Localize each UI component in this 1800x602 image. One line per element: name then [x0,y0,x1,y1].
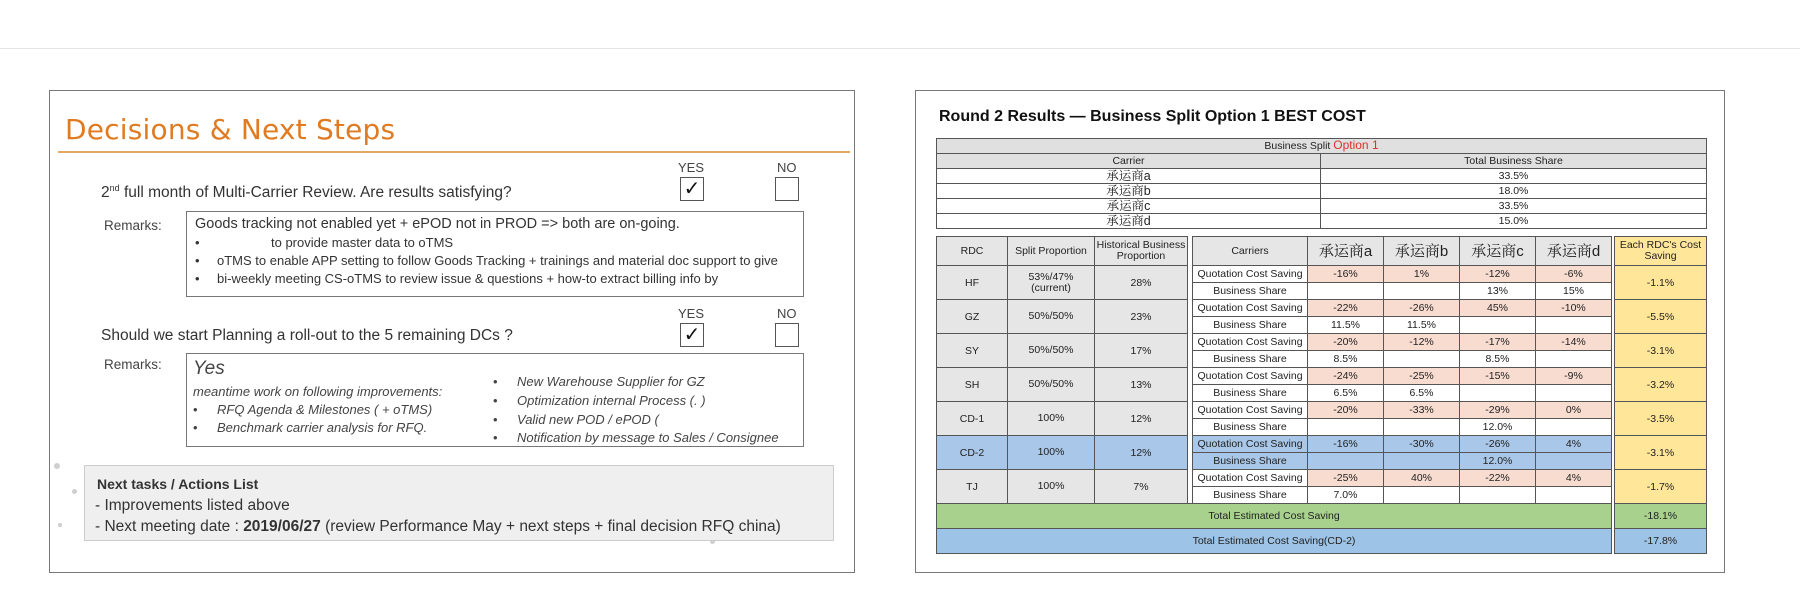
saving-value: 1% [1384,266,1460,283]
share-value: 18.0% [1321,184,1707,199]
historical-proportion: 12% [1095,402,1188,436]
row-label: Business Share [1193,283,1308,300]
saving-value: -16% [1308,436,1384,453]
table-row [937,470,1707,487]
share-value: 8.5% [1460,351,1536,368]
row-label: Business Share [1193,419,1308,436]
total-value: -18.1% [1615,504,1707,529]
q2-yes-checkbox[interactable]: ✓ [680,323,704,347]
q2-bullet: • Valid new POD / ePOD ( [493,412,659,427]
historical-proportion: 17% [1095,334,1188,368]
share-value [1384,453,1460,470]
rdc-code: SH [937,368,1008,402]
saving-value: -29% [1460,402,1536,419]
row-label: Quotation Cost Saving [1193,368,1308,385]
column-header: 承运商c [1460,237,1536,266]
question-2: Should we start Planning a roll-out to the 5 remaining DCs ? [101,327,513,344]
share-value [1536,453,1612,470]
table-header-row [937,237,1707,266]
business-split-table [936,138,1707,229]
row-label: Business Share [1193,317,1308,334]
split-proportion: 50%/50% [1008,368,1095,402]
q2-no-checkbox[interactable] [775,323,799,347]
saving-value: 4% [1536,436,1612,453]
saving-value: -30% [1384,436,1460,453]
q1-remarks-label: Remarks: [104,218,162,233]
share-value: 13% [1460,283,1536,300]
table-row [937,402,1707,419]
total-label: Total Estimated Cost Saving(CD-2) [937,529,1612,554]
share-value [1536,385,1612,402]
share-value [1308,283,1384,300]
saving-value: -33% [1384,402,1460,419]
table-row [937,199,1707,214]
share-value: 6.5% [1384,385,1460,402]
saving-value: -20% [1308,402,1384,419]
decorative-dot [72,489,77,494]
rdc-code: CD-2 [937,436,1008,470]
column-header: Carrier [937,154,1321,169]
share-value: 15% [1536,283,1612,300]
rdc-results-table [936,236,1707,554]
share-value [1460,487,1536,504]
saving-value: -26% [1460,436,1536,453]
column-header: RDC [937,237,1008,266]
rdc-cost-saving: -3.1% [1615,334,1707,368]
row-label: Business Share [1193,351,1308,368]
historical-proportion: 23% [1095,300,1188,334]
share-value [1384,419,1460,436]
share-value [1308,453,1384,470]
table-row [937,436,1707,453]
saving-value: -26% [1384,300,1460,317]
share-value: 6.5% [1308,385,1384,402]
saving-value: 4% [1536,470,1612,487]
rdc-cost-saving: -5.5% [1615,300,1707,334]
q1-remarks-box [186,211,804,297]
share-value [1536,317,1612,334]
total-label: Total Estimated Cost Saving [937,504,1612,529]
saving-value: -12% [1384,334,1460,351]
q2-yes-answer: Yes [193,358,225,379]
column-header: Carriers [1193,237,1308,266]
column-header: 承运商d [1536,237,1612,266]
share-value [1460,385,1536,402]
yes-column-label: YES [678,306,705,321]
next-meeting-line: - Next meeting date : 2019/06/27 (review Performance May + next steps + final decision RFQ china) [95,518,781,535]
share-value [1384,351,1460,368]
q2-remarks-label: Remarks: [104,357,162,372]
total-row-cd2 [937,529,1707,554]
slide-title: Round 2 Results — Business Split Option 1 BEST COST [939,108,1366,125]
row-label: Quotation Cost Saving [1193,334,1308,351]
share-value: 11.5% [1384,317,1460,334]
share-value: 7.0% [1308,487,1384,504]
row-label: Quotation Cost Saving [1193,470,1308,487]
split-proportion: 50%/50% [1008,334,1095,368]
carrier-name: 承运商b [937,184,1321,199]
share-value [1308,419,1384,436]
saving-value: -17% [1460,334,1536,351]
column-header: Historical Business Proportion [1095,237,1188,266]
carrier-name: 承运商a [937,169,1321,184]
table-row [937,300,1707,317]
table-row [937,334,1707,351]
next-tasks-panel [84,465,834,541]
share-value: 33.5% [1321,199,1707,214]
saving-value: -12% [1460,266,1536,283]
row-label: Quotation Cost Saving [1193,436,1308,453]
q2-bullet: • Notification by message to Sales / Consignee [493,430,779,445]
saving-value: -15% [1460,368,1536,385]
split-proportion: 100% [1008,402,1095,436]
table-row [937,214,1707,229]
saving-value: -9% [1536,368,1612,385]
row-label: Quotation Cost Saving [1193,402,1308,419]
table-row [937,266,1707,283]
no-column-label: NO [777,160,797,175]
total-value: -17.8% [1615,529,1707,554]
share-value [1536,419,1612,436]
saving-value: -10% [1536,300,1612,317]
historical-proportion: 7% [1095,470,1188,504]
row-label: Business Share [1193,453,1308,470]
share-value: 12.0% [1460,453,1536,470]
title-underline [58,151,850,153]
historical-proportion: 28% [1095,266,1188,300]
share-value [1384,487,1460,504]
share-value [1384,283,1460,300]
rdc-code: HF [937,266,1008,300]
rdc-code: TJ [937,470,1008,504]
rdc-code: CD-1 [937,402,1008,436]
share-value: 8.5% [1308,351,1384,368]
saving-value: -22% [1460,470,1536,487]
rdc-code: SY [937,334,1008,368]
row-label: Business Share [1193,487,1308,504]
row-label: Quotation Cost Saving [1193,300,1308,317]
column-header: Split Proportion [1008,237,1095,266]
q2-remarks-box [186,353,804,447]
share-value: 15.0% [1321,214,1707,229]
split-proportion: 53%/47% (current) [1008,266,1095,300]
saving-value: 45% [1460,300,1536,317]
column-header: 承运商b [1384,237,1460,266]
column-header: Each RDC's Cost Saving [1615,237,1707,266]
slide-title: Decisions & Next Steps [65,113,396,146]
historical-proportion: 13% [1095,368,1188,402]
q1-yes-checkbox[interactable]: ✓ [680,177,704,201]
saving-value: -22% [1308,300,1384,317]
decorative-dot [54,463,60,469]
top-bar [0,0,1800,49]
saving-value: -20% [1308,334,1384,351]
q2-intro: meantime work on following improvements: [193,384,443,399]
slide-round2-results[interactable] [915,90,1725,573]
table-row [937,169,1707,184]
historical-proportion: 12% [1095,436,1188,470]
row-label: Quotation Cost Saving [1193,266,1308,283]
share-value [1460,317,1536,334]
saving-value: -14% [1536,334,1612,351]
q1-bullet: • to provide master data to oTMS [195,235,454,250]
slide-decisions-next-steps[interactable] [49,90,855,573]
total-row [937,504,1707,529]
next-task-line: - Improvements listed above [95,497,290,514]
q2-bullet: • New Warehouse Supplier for GZ [493,374,705,389]
saving-value: -25% [1308,470,1384,487]
next-tasks-title: Next tasks / Actions List [97,476,259,492]
carrier-name: 承运商d [937,214,1321,229]
q1-no-checkbox[interactable] [775,177,799,201]
decorative-dot [58,523,62,527]
rdc-cost-saving: -3.1% [1615,436,1707,470]
split-proportion: 50%/50% [1008,300,1095,334]
rdc-cost-saving: -1.1% [1615,266,1707,300]
column-header: 承运商a [1308,237,1384,266]
carrier-name: 承运商c [937,199,1321,214]
q2-bullet: • Optimization internal Process (. ) [493,393,706,408]
row-label: Business Share [1193,385,1308,402]
share-value: 33.5% [1321,169,1707,184]
next-meeting-date: 2019/06/27 [243,518,321,535]
no-column-label: NO [777,306,797,321]
table-row [937,139,1707,154]
share-value [1536,351,1612,368]
q2-bullet: • Benchmark carrier analysis for RFQ. [193,420,428,435]
rdc-table-body [937,266,1707,504]
saving-value: 40% [1384,470,1460,487]
table-row [937,154,1707,169]
table-row [937,184,1707,199]
q2-bullet: • RFQ Agenda & Milestones ( + oTMS) [193,402,433,417]
rdc-cost-saving: -3.5% [1615,402,1707,436]
rdc-cost-saving: -1.7% [1615,470,1707,504]
saving-value: -16% [1308,266,1384,283]
rdc-code: GZ [937,300,1008,334]
q1-bullet: • bi-weekly meeting CS-oTMS to review issue & questions + how-to extract billing info by [195,271,719,286]
share-value: 12.0% [1460,419,1536,436]
split-table-header: Business Split Option 1 [937,139,1707,154]
share-value [1536,487,1612,504]
saving-value: -24% [1308,368,1384,385]
yes-column-label: YES [678,160,705,175]
saving-value: 0% [1536,402,1612,419]
q1-remarks-line: Goods tracking not enabled yet + ePOD not in PROD => both are on-going. [195,216,680,232]
split-proportion: 100% [1008,436,1095,470]
rdc-cost-saving: -3.2% [1615,368,1707,402]
saving-value: -6% [1536,266,1612,283]
option-label: Option 1 [1333,138,1379,152]
question-1: 2nd full month of Multi-Carrier Review. Are results satisfying? [101,183,512,202]
share-value: 11.5% [1308,317,1384,334]
q1-bullet: • oTMS to enable APP setting to follow Goods Tracking + trainings and material doc support to give [195,253,778,268]
saving-value: -25% [1384,368,1460,385]
column-header: Total Business Share [1321,154,1707,169]
split-proportion: 100% [1008,470,1095,504]
table-row [937,368,1707,385]
